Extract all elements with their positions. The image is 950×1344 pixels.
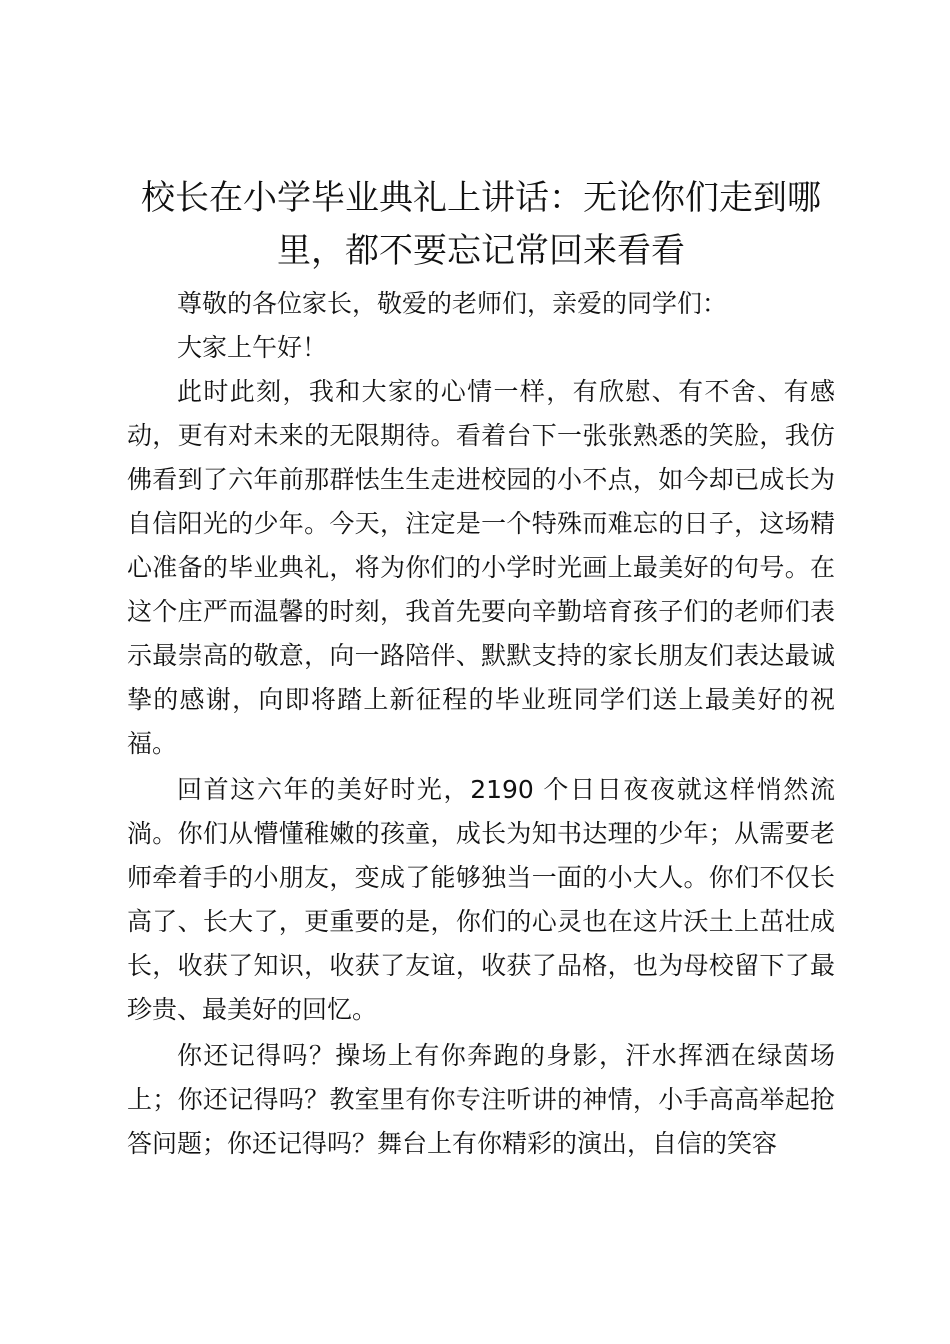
- paragraph-1: 此时此刻，我和大家的心情一样，有欣慰、有不舍、有感动，更有对未来的无限期待。看着台下一张张熟悉的笑脸，我仿佛看到了六年前那群怯生生走进校园的小不点，如今却已成长为自信阳光的少年。今天，注定是一个特殊而难忘的日子，这场精心准备的毕业典礼，将为你们的小学时光画上最美好的句号。在这个庄严而温馨的时刻，我首先要向辛勤培育孩子们的老师们表示最崇高的敬意，向一路陪伴、默默支持的家长朋友们表达最诚挚的感谢，向即将踏上新征程的毕业班同学们送上最美好的祝福。: [127, 377, 835, 758]
- document-title: 校长在小学毕业典礼上讲话：无论你们走到哪里，都不要忘记常回来看看: [141, 178, 821, 271]
- paragraph-2: 回首这六年的美好时光，2190 个日日夜夜就这样悄然流淌。你们从懵懂稚嫩的孩童，成长为知书达理的少年；从需要老师牵着手的小朋友，变成了能够独当一面的小大人。你们不仅长高了、长大了，更重要的是，你们的心灵也在这片沃土上茁壮成长，收获了知识，收获了友谊，收获了品格，也为母校留下了最珍贵、最美好的回忆。: [127, 775, 835, 1024]
- salutation: 尊敬的各位家长，敬爱的老师们，亲爱的同学们：: [177, 289, 728, 318]
- greeting: 大家上午好！: [177, 333, 328, 362]
- paragraph-3: 你还记得吗？操场上有你奔跑的身影，汗水挥洒在绿茵场上；你还记得吗？教室里有你专注听讲的神情，小手高高举起抢答问题；你还记得吗？舞台上有你精彩的演出，自信的笑容: [127, 1041, 835, 1158]
- document-body: [127, 172, 835, 1166]
